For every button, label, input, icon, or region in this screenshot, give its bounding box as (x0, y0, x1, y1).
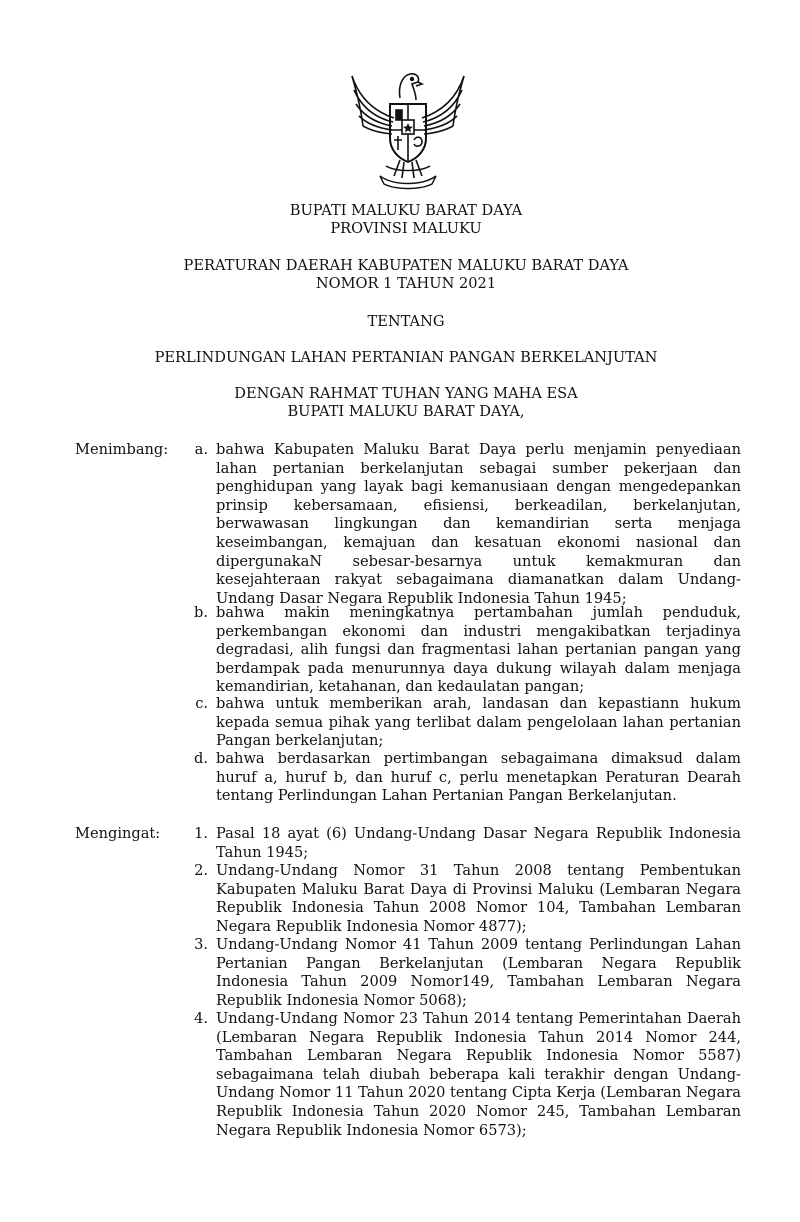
about-heading: TENTANG (367, 313, 445, 330)
item-text: bahwa untuk memberikan arah, landasan dan kepastiann hukum kepada semua pihak yang terlibat dalam pengelolaan lahan pertanian Pangan berkelanjutan; (216, 695, 741, 750)
issuer-signature-line: BUPATI MALUKU BARAT DAYA, (287, 403, 525, 420)
regulation-title: PERATURAN DAERAH KABUPATEN MALUKU BARAT DAYA (183, 257, 629, 274)
item-marker: 1. (194, 825, 208, 842)
item-text: bahwa Kabupaten Maluku Barat Daya perlu menjamin penyediaan lahan pertanian berkelanjutan sebagai sumber pekerjaan dan penghidupan yang layak bagi kemanusiaan dengan mengedepankan prinsip kebersamaan, efisiensi, berkeadilan, berkelanjutan, berwawasan lingkungan dan kemandirian serta menjaga keseimbangan, kemajuan dan kesatuan ekonomi nasional dan dipergunakaN sebesar-besarnya untuk kemakmuran dan kesejahteraan rakyat sebagaimana diamanatkan dalam Undang-Undang Dasar Negara Republik Indonesia Tahun 1945; (216, 441, 741, 607)
province-title: PROVINSI MALUKU (330, 220, 482, 237)
issuer-title: BUPATI MALUKU BARAT DAYA (289, 202, 523, 219)
item-marker: 3. (194, 936, 208, 953)
item-marker: a. (194, 441, 208, 458)
item-text: Pasal 18 ayat (6) Undang-Undang Dasar Negara Republik Indonesia Tahun 1945; (216, 825, 741, 861)
item-marker: c. (195, 695, 208, 712)
regulation-number: NOMOR 1 TAHUN 2021 (315, 275, 497, 292)
item-marker: 2. (194, 862, 208, 879)
item-text: bahwa berdasarkan pertimbangan sebagaimana dimaksud dalam huruf a, huruf b, dan huruf c, perlu menetapkan Peraturan Dearah tentang Perlindungan Lahan Pertanian Pangan Berkelanjutan. (216, 750, 741, 805)
item-text: bahwa makin meningkatnya pertambahan jumlah penduduk, perkembangan ekonomi dan industri mengakibatkan terjadinya degradasi, alih fungsi dan fragmentasi lahan pertanian pangan yang berdampak pada menurunnya daya dukung wilayah dalam menjaga kemandirian, ketahanan, dan kedaulatan pangan; (216, 604, 741, 696)
regulation-subject: PERLINDUNGAN LAHAN PERTANIAN PANGAN BERKELANJUTAN (154, 349, 658, 366)
garuda-emblem-icon (346, 60, 470, 194)
item-text: Undang-Undang Nomor 23 Tahun 2014 tentang Pemerintahan Daerah (Lembaran Negara Republik Indonesia Tahun 2014 Nomor 244, Tambahan Lembaran Negara Republik Indonesia Nomor 5587) sebagaimana telah diubah beberapa kali terakhir dengan Undang-Undang Nomor 11 Tahun 2020 tentang Cipta Kerja (Lembaran Negara Republik Indonesia Tahun 2020 Nomor 245, Tambahan Lembaran Negara Republik Indonesia Nomor 6573); (216, 1010, 741, 1139)
blessing-line: DENGAN RAHMAT TUHAN YANG MAHA ESA (234, 385, 578, 402)
item-text: Undang-Undang Nomor 41 Tahun 2009 tentang Perlindungan Lahan Pertanian Pangan Berkelanjutan (Lembaran Negara Republik Indonesia Tahun 2009 Nomor149, Tambahan Lembaran Negara Republik Indonesia Nomor 5068); (216, 936, 741, 1009)
menimbang-label: Menimbang: (75, 441, 169, 458)
item-text: Undang-Undang Nomor 31 Tahun 2008 tentang Pembentukan Kabupaten Maluku Barat Daya di Provinsi Maluku (Lembaran Negara Republik Indonesia Tahun 2008 Nomor 104, Tambahan Lembaran Negara Republik Indonesia Nomor 4877); (216, 862, 741, 935)
mengingat-label: Mengingat: (75, 825, 161, 842)
item-marker: b. (194, 604, 208, 621)
item-marker: d. (194, 750, 208, 767)
item-marker: 4. (194, 1010, 208, 1027)
